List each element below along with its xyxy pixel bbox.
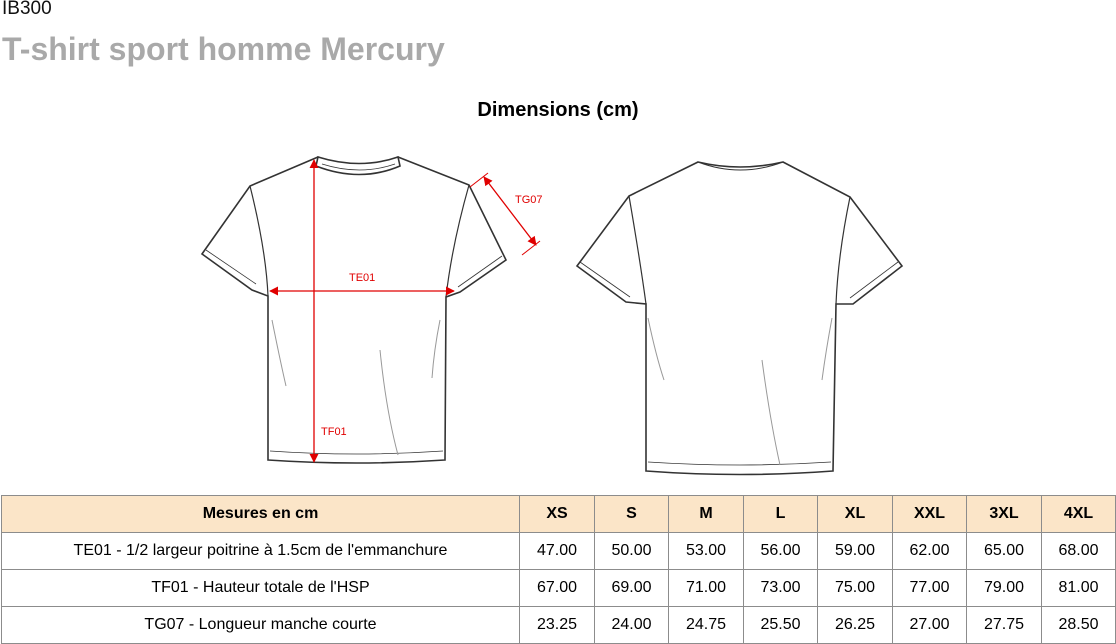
- table-cell: 68.00: [1042, 533, 1116, 570]
- table-cell: 59.00: [818, 533, 893, 570]
- header-size: XXL: [893, 496, 967, 533]
- header-size: XL: [818, 496, 893, 533]
- header-size: 3XL: [967, 496, 1042, 533]
- row-measure-label: TF01 - Hauteur totale de l'HSP: [2, 570, 520, 607]
- row-measure-label: TG07 - Longueur manche courte: [2, 607, 520, 644]
- header-size: 4XL: [1042, 496, 1116, 533]
- sleeve-measure-label: TG07: [515, 194, 543, 206]
- tshirt-back-drawing: [577, 162, 902, 475]
- table-cell: 75.00: [818, 570, 893, 607]
- table-row: [2, 533, 1116, 570]
- table-cell: 28.50: [1042, 607, 1116, 644]
- dimensions-heading: Dimensions (cm): [477, 99, 639, 121]
- size-chart-table: [1, 495, 1116, 644]
- header-size: M: [669, 496, 744, 533]
- product-reference: IB300: [2, 0, 52, 19]
- table-cell: 24.00: [595, 607, 669, 644]
- header-size: XS: [520, 496, 595, 533]
- header-size: L: [744, 496, 818, 533]
- table-cell: 69.00: [595, 570, 669, 607]
- height-measure-label: TF01: [321, 426, 347, 438]
- table-cell: 67.00: [520, 570, 595, 607]
- table-row: [2, 570, 1116, 607]
- table-cell: 73.00: [744, 570, 818, 607]
- table-cell: 24.75: [669, 607, 744, 644]
- table-cell: 26.25: [818, 607, 893, 644]
- table-header-row: [2, 496, 1116, 533]
- table-cell: 56.00: [744, 533, 818, 570]
- product-title: T-shirt sport homme Mercury: [2, 31, 445, 67]
- table-cell: 47.00: [520, 533, 595, 570]
- tshirt-front-drawing: [202, 157, 506, 463]
- table-cell: 65.00: [967, 533, 1042, 570]
- chest-measure-label: TE01: [349, 272, 376, 284]
- header-size: S: [595, 496, 669, 533]
- table-cell: 81.00: [1042, 570, 1116, 607]
- table-cell: 79.00: [967, 570, 1042, 607]
- table-cell: 53.00: [669, 533, 744, 570]
- table-cell: 25.50: [744, 607, 818, 644]
- table-cell: 50.00: [595, 533, 669, 570]
- table-cell: 71.00: [669, 570, 744, 607]
- table-cell: 27.75: [967, 607, 1042, 644]
- table-cell: 77.00: [893, 570, 967, 607]
- table-cell: 23.25: [520, 607, 595, 644]
- table-cell: 27.00: [893, 607, 967, 644]
- table-row: [2, 607, 1116, 644]
- table-cell: 62.00: [893, 533, 967, 570]
- header-measure-label: Mesures en cm: [2, 496, 520, 533]
- row-measure-label: TE01 - 1/2 largeur poitrine à 1.5cm de l'emmanchure: [2, 533, 520, 570]
